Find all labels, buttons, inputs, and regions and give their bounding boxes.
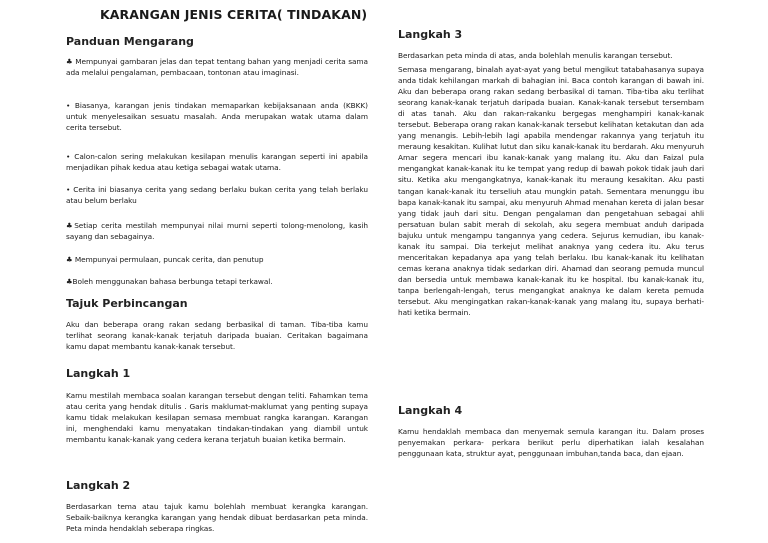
club-icon: ♣: [66, 221, 75, 230]
bullet-4-text: Cerita ini biasanya cerita yang sedang berlaku bukan cerita yang telah berlaku atau belum berlaku: [66, 185, 368, 206]
bullet-6-text: Mempunyai permulaan, puncak cerita, dan penutup: [72, 255, 264, 264]
bullet-6: [66, 254, 368, 265]
tajuk-text: Aku dan beberapa orang rakan sedang berbasikal di taman. Tiba-tiba kamu terlihat seorang kanak-kanak terjatuh daripada buaian. Ceritakan bagaimana kamu dapat membantu kanak-kanak tersebut.: [66, 320, 368, 352]
langkah-2-heading: Langkah 2: [66, 479, 131, 492]
langkah-4-text: Kamu hendaklah membaca dan menyemak semula karangan itu. Dalam proses penyemakan perkara- perkara berikut perlu diperhatikan ialah kesalahan penggunaan kata, struktur ayat, penggunaan imbuhan,tanda baca, dan ejaan.: [398, 427, 704, 459]
langkah-3-text: Semasa mengarang, binalah ayat-ayat yang betul mengikut tatabahasanya supaya anda tidak kehilangan markah di bahagian ini. Baca contoh karangan di bawah ini. Aku dan beberapa orang rakan sedang berbasikal di taman. Tiba-tiba aku terlihat seorang kanak-kanak terjatuh daripada buaian. Kanak-kanak tersebut tersembam di atas tanah. Aku dan rakan-rakanku bergegas menghampiri kanak-kanak tersebut. Beberapa orang rakan kanak-kanak tersebut kelihatan ketakutan dan ada yang menangis. Lebih-lebih lagi apabila mendengar rakannya yang terjatuh itu meraung kesakitan. Kulihat lutut dan siku kanak-kanak itu berdarah. Aku menyuruh Amar segera mencari ibu kanak-kanak yang malang itu. Aku dan Faizal pula mengangkat kanak-kanak itu ke tempat yang redup di bawah pokok tidak jauh dari situ. Ketika aku mengangkatnya, kanak-kanak itu meraung kesakitan. Aku pasti tangan kanak-kanak itu terseliuh atau mungkin patah. Sementara menunggu ibu bapa kanak-kanak itu sampai, aku menyuruh Ahmad menahan kereta di jalan besar yang tidak jauh dari situ. Dengan pengalaman dan pengetahuan sebagai ahli persatuan bulan sabit merah di sekolah, aku segera membuat anduh daripada bajuku untuk mengampu tangannya yang cedera. Sejurus kemudian, ibu kanak-kanak itu sampai. Dia terkejut melihat anaknya yang cedera itu. Aku terus menceritakan kepadanya apa yang telah berlaku. Ibu kanak-kanak itu kelihatan cemas kerana anaknya tidak sedarkan diri. Ahamad dan seorang pemuda muncul dan bersedia untuk membawa kanak-kanak itu ke hospital. Ibu kanak-kanak itu, tanpa berlengah-lengah, terus mengangkat anaknya ke dalam kereta pemuda tersebut. Aku mengingatkan rakan-kanak-kanak yang malang itu, supaya berhati-hati ketika bermain.: [398, 65, 704, 318]
langkah-1-text: Kamu mestilah membaca soalan karangan tersebut dengan teliti. Fahamkan tema atau cerita yang hendak ditulis . Garis maklumat-maklumat yang penting supaya kamu tidak melakukan kesilapan semasa membuat rangka karangan. Karangan ini, menghendaki kamu menyatakan tindakan-tindakan yang diambil untuk membantu kanak-kanak yang cedera kerana terjatuh buaian ketika bermain.: [66, 391, 368, 445]
bullet-dot-icon: •: [66, 101, 71, 110]
document-title: KARANGAN JENIS CERITA( TINDAKAN): [100, 7, 368, 22]
bullet-2: [66, 100, 368, 133]
bullet-dot-icon: •: [66, 152, 71, 161]
langkah-1-heading: Langkah 1: [66, 367, 131, 380]
bullet-7-text: Boleh menggunakan bahasa berbunga tetapi terkawal.: [72, 277, 273, 286]
bullet-4: [66, 184, 368, 206]
bullet-1: [66, 56, 368, 78]
bullet-2-text: Biasanya, karangan jenis tindakan memaparkan kebijaksanaan anda (KBKK) untuk menyelesaikan sesuatu masalah. Anda merupakan watak utama dalam cerita tersebut.: [66, 101, 368, 133]
langkah-3-heading: Langkah 3: [398, 28, 463, 41]
bullet-3-text: Calon-calon sering melakukan kesilapan menulis karangan seperti ini apabila menjadikan pihak kedua atau ketiga sebagai watak utama.: [66, 152, 368, 173]
panduan-heading: Panduan Mengarang: [66, 35, 194, 48]
langkah-2-text: Berdasarkan tema atau tajuk kamu bolehlah membuat kerangka karangan. Sebaik-baiknya kerangka karangan yang hendak dibuat berdasarkan peta minda. Peta minda hendaklah seberapa ringkas.: [66, 502, 368, 534]
bullet-3: [66, 151, 368, 173]
langkah-3-intro: Berdasarkan peta minda di atas, anda bolehlah menulis karangan tersebut.: [398, 51, 673, 60]
bullet-7: [66, 276, 368, 287]
bullet-dot-icon: •: [66, 185, 71, 194]
bullet-1-text: Mempunyai gambaran jelas dan tepat tentang bahan yang menjadi cerita sama ada melalui pengalaman, pembacaan, tontonan atau imaginasi.: [66, 57, 368, 78]
tajuk-heading: Tajuk Perbincangan: [66, 297, 188, 310]
club-icon: ♣: [66, 255, 73, 264]
langkah-4-heading: Langkah 4: [398, 404, 463, 417]
club-icon: ♣: [66, 57, 73, 66]
club-icon: ♣: [66, 277, 73, 286]
bullet-5: [66, 220, 368, 242]
bullet-5-text: Setiap cerita mestilah mempunyai nilai murni seperti tolong-menolong, kasih sayang dan sebagainya.: [66, 221, 368, 242]
